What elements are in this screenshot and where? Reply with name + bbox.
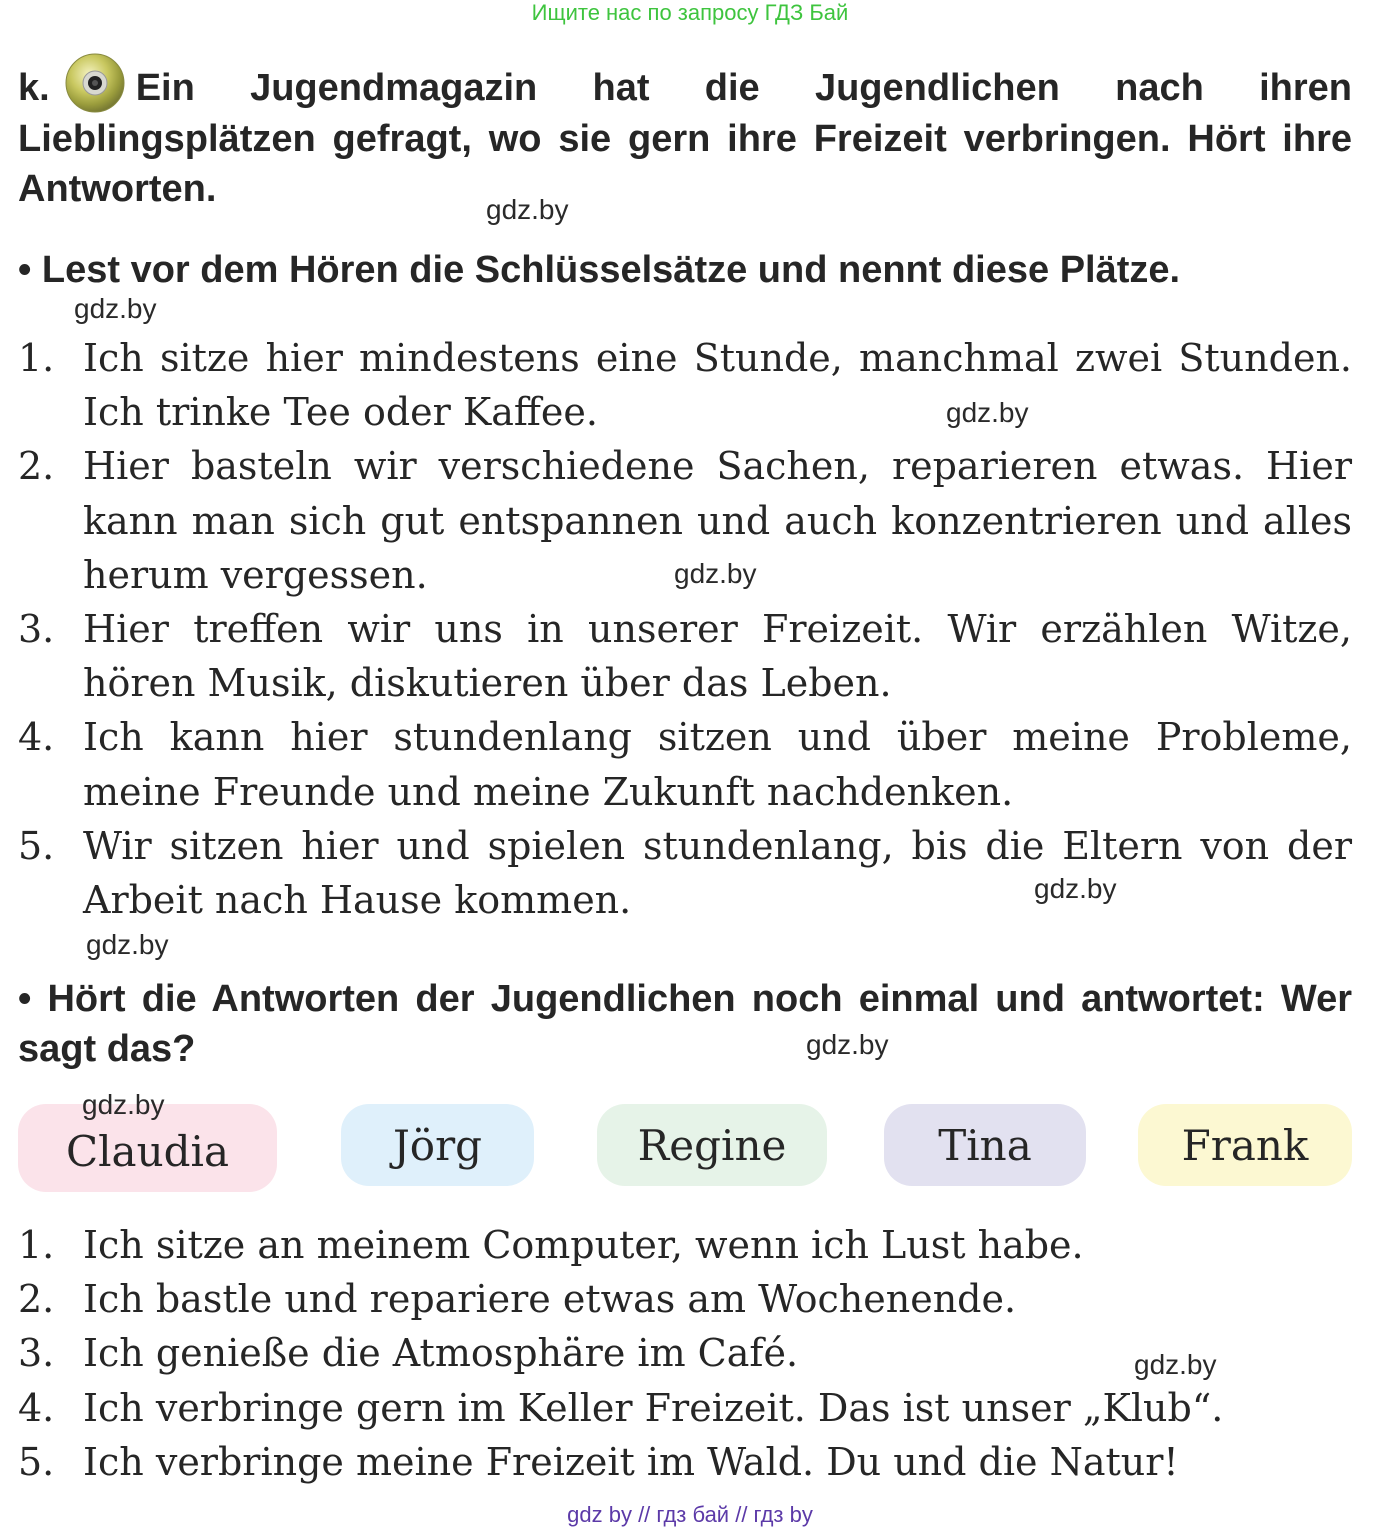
key-sentences-list: [18, 331, 1352, 927]
item-number: 2.: [18, 444, 55, 489]
footer-links[interactable]: gdz by // гдз бай // гдз by: [567, 1502, 813, 1527]
item-text: Hier basteln wir verschiedene Sachen, reparieren etwas. Hier kann man sich gut entspannen und auch konzentrieren und alles herum vergessen.: [83, 444, 1352, 597]
bullet-1: [18, 245, 1352, 295]
task-text: Ein Jugendmagazin hat die Jugendlichen nach ihren Lieblingsplätzen gefragt, wo sie gern ihre Freizeit verbringen. Hört ihre Antworten.: [18, 67, 1352, 210]
list-item: [18, 1272, 1352, 1326]
item-number: 3.: [18, 607, 55, 652]
task-heading: [18, 52, 1352, 214]
item-text: Ich genieße die Atmosphäre im Café.: [83, 1331, 799, 1376]
watermark: gdz.by: [1134, 1349, 1217, 1380]
item-text: Hier treffen wir uns in unserer Freizeit. Wir erzählen Witze, hören Musik, diskutieren über das Leben.: [83, 607, 1352, 706]
watermark: gdz.by: [674, 558, 757, 589]
item-text: Ich sitze hier mindestens eine Stunde, manchmal zwei Stunden. Ich trinke Tee oder Kaffee.: [83, 336, 1352, 435]
item-text: Wir sitzen hier und spielen stundenlang, bis die Eltern von der Arbeit nach Hause kommen.: [83, 823, 1352, 923]
list-item: [18, 1381, 1352, 1435]
names-row: [0, 1104, 1380, 1194]
list-item: [18, 602, 1352, 710]
cd-icon[interactable]: [64, 52, 126, 114]
item-text: Ich kann hier stundenlang sitzen und über meine Probleme, meine Freunde und meine Zukunft nachdenken.: [83, 715, 1352, 814]
watermark: gdz.by: [74, 293, 157, 324]
top-search-hint: Ищите нас по запросу ГДЗ Бай: [531, 0, 849, 25]
bullet-dot: •: [18, 978, 32, 1020]
watermark: gdz.by: [82, 1089, 165, 1120]
list-item: [18, 819, 1352, 927]
name-tina: Tina: [884, 1104, 1086, 1186]
task-label: k.: [18, 67, 50, 109]
name-claudia: Claudia: [18, 1104, 277, 1192]
watermark: gdz.by: [946, 397, 1029, 428]
item-number: 5.: [18, 823, 55, 868]
item-text: Ich sitze an meinem Computer, wenn ich Lust habe.: [83, 1223, 1084, 1267]
watermark: gdz.by: [1034, 873, 1117, 904]
list-item: [18, 710, 1352, 818]
watermark: gdz.by: [86, 929, 169, 960]
bullet-2-text: Hört die Antworten der Jugendlichen noch einmal und antwortet: Wer sagt das?: [18, 978, 1353, 1070]
item-number: 3.: [18, 1331, 55, 1376]
item-text: Ich verbringe gern im Keller Freizeit. Das ist unser „Klub“.: [83, 1385, 1224, 1430]
item-text: Ich verbringe meine Freizeit im Wald. Du und die Natur!: [83, 1439, 1179, 1484]
bullet-2: [18, 974, 1352, 1074]
name-joerg: Jörg: [341, 1104, 534, 1186]
item-number: 4.: [18, 715, 55, 760]
watermark: gdz.by: [806, 1029, 889, 1060]
item-number: 1.: [18, 336, 55, 380]
name-frank: Frank: [1138, 1104, 1352, 1186]
list-item: [18, 331, 1352, 439]
item-number: 2.: [18, 1277, 55, 1322]
bullet-dot: •: [18, 249, 32, 291]
item-number: 1.: [18, 1223, 55, 1267]
bullet-1-text: Lest vor dem Hören die Schlüsselsätze und nennt diese Plätze.: [41, 249, 1181, 291]
name-regine: Regine: [597, 1104, 827, 1186]
item-number: 4.: [18, 1385, 55, 1430]
item-number: 5.: [18, 1439, 55, 1484]
list-item: [18, 1218, 1352, 1272]
list-item: [18, 1435, 1352, 1489]
watermark: gdz.by: [486, 194, 569, 225]
item-text: Ich bastle und repariere etwas am Wochenende.: [83, 1277, 1017, 1322]
